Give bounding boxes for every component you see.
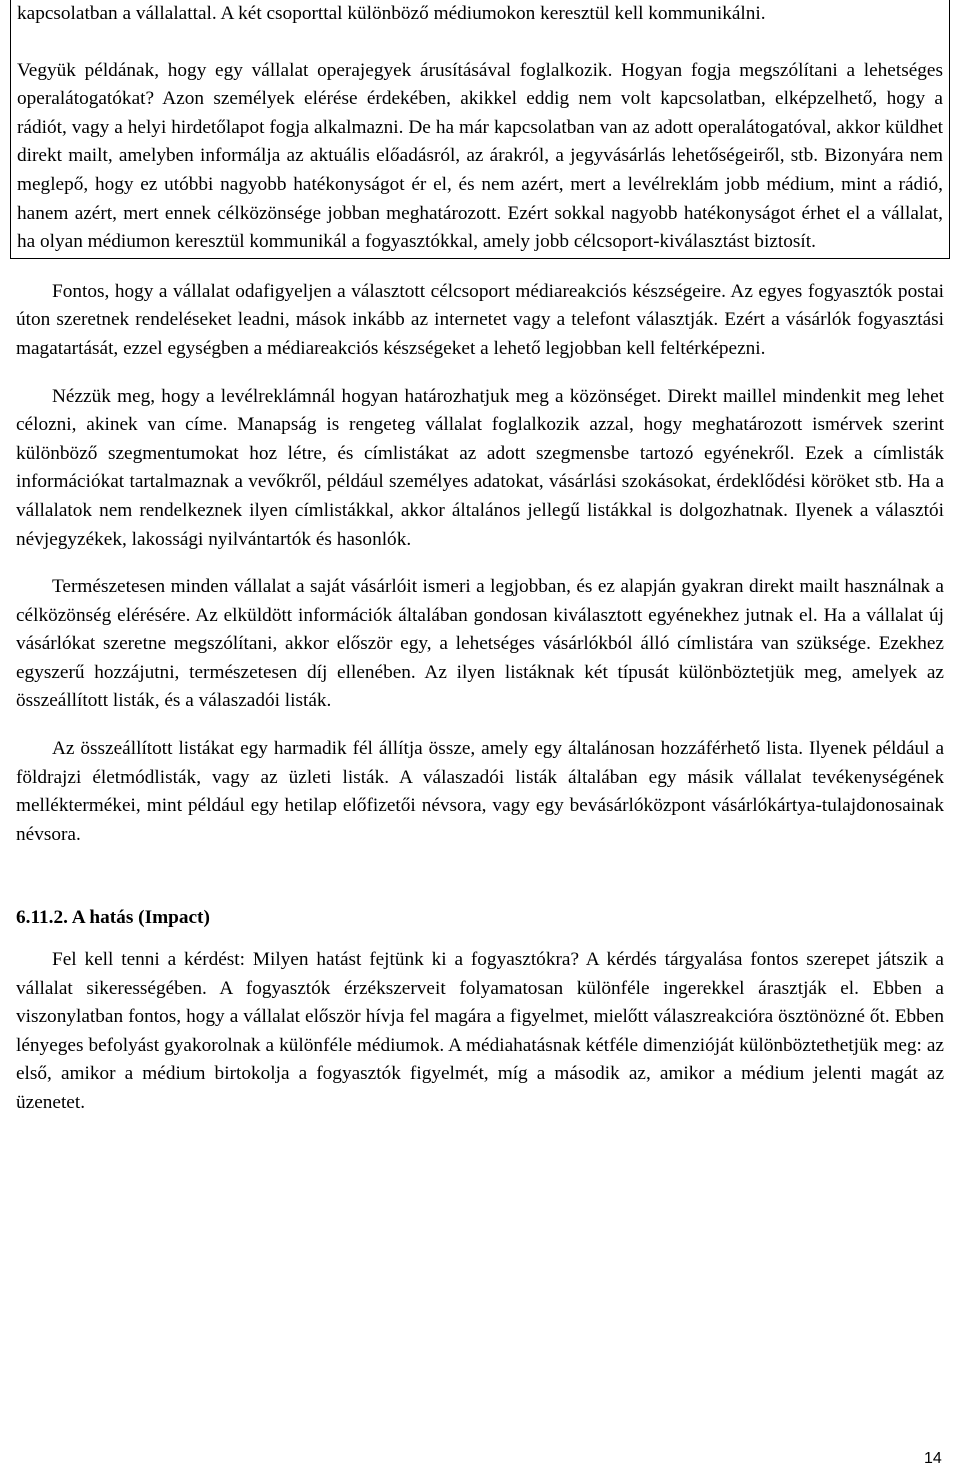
boxed-text-block bbox=[10, 0, 950, 259]
page-number: 14 bbox=[924, 1450, 942, 1467]
boxed-paragraph-continuation: kapcsolatban a vállalattal. A két csoporttal különböző médiumokon keresztül kell kommunikálni. bbox=[17, 3, 766, 24]
paragraph-media-reaction: Fontos, hogy a vállalat odafigyeljen a választott célcsoport médiareakciós készségeire. Az egyes fogyasztók postai úton szeretnek rendeléseket leadni, mások inkább az internetet vagy a telefont választják. Ezért a vásárlók fogyasztási magatartását, ezzel egységben a médiareakciós készségeket a lehető legjobban kell feltérképezni. bbox=[16, 280, 944, 359]
paragraph-own-customers: Természetesen minden vállalat a saját vásárlóit ismeri a legjobban, és ez alapján gyakran direkt mailt használnak a célközönség elérésére. Az elküldött információk általában gondosan kiválasztott egyénekhez jutnak el. Ha a vállalat új vásárlókat szeretne megszólítani, akkor először egy, a lehetséges vásárlókból álló címlistára van szüksége. Ezekhez egyszerű hozzájutni, természetesen díj ellenében. Az ilyen listáknak két típusát különböztetjük meg, amelyek az összeállított listák, és a válaszadói listák. bbox=[16, 576, 944, 712]
boxed-paragraph-example: Vegyük példának, hogy egy vállalat operajegyek árusításával foglalkozik. Hogyan fogja megszólítani a lehetséges operalátogatókat? Azon személyek elérése érdekében, akikkel eddig nem volt kapcsolatban, elképzelhető, hogy a rádiót, vagy a helyi hirdetőlapot fogja alkalmazni. De ha már kapcsolatban van az adott operalátogatóval, akkor küldhet direkt mailt, amelyben informálja az aktuális előadásról, az árakról, a jegyvásárlás lehetőségeiről, stb. Bizonyára nem meglepő, hogy ez utóbbi nagyobb hatékonyságot ér el, és nem azért, mert a levélreklám jobb médium, mint a rádió, hanem azért, mert ennek célközönsége jobban meghatározott. Ezért sokkal nagyobb hatékonyságot érhet el a vállalat, ha olyan médiumon keresztül kommunikál a fogyasztókkal, amely jobb célcsoport-kiválasztást biztosít. bbox=[17, 59, 943, 253]
section-heading: 6.11.2. A hatás (Impact) bbox=[16, 907, 210, 929]
paragraph-audience: Nézzük meg, hogy a levélreklámnál hogyan határozhatjuk meg a közönséget. Direkt maillel mindenkit meg lehet célozni, akinek van címe. Manapság is rengeteg vállalat foglalkozik azzal, hogy meghatározott ismérvek szerint különböző szegmentumokat hoz létre, és címlistákat az adott szegmensbe tartozó egyénekről. Ezek a címlisták információkat tartalmaznak a vevőkről, például személyes adatokat, vásárlási szokásokat, érdeklődési köröket stb. Ha a vállalatok nem rendelkeznek ilyen címlistákkal, akkor általános jellegű listákkal is dolgozhatnak. Ilyenek a választói névjegyzékek, lakossági nyilvántartók és hasonlók. bbox=[16, 385, 944, 550]
paragraph-compiled-lists: Az összeállított listákat egy harmadik fél állítja össze, amely egy általánosan hozzáférhető lista. Ilyenek például a földrajzi életmódlisták, vagy az üzleti listák. A válaszadói listák általában egy másik vállalat tevékenységének melléktermékei, mint például egy hetilap előfizetői névsora, vagy egy bevásárlóközpont vásárlókártya-tulajdonosainak névsora. bbox=[16, 738, 944, 845]
page-content bbox=[16, 0, 944, 1118]
paragraph-impact: Fel kell tenni a kérdést: Milyen hatást fejtünk ki a fogyasztókra? A kérdés tárgyalása fontos szerepet játszik a vállalat sikerességében. A fogyasztók érzékszerveit folyamatosan különféle ingerekkel árasztják el. Ebben a viszonylatban fontos, hogy a vállalat először hívja fel magára a figyelmet, mielőtt válaszreakcióra ösztönözné őt. Ebben lényeges befolyást gyakorolnak a különféle médiumok. A médiahatásnak kétféle dimenzióját különböztethetjük meg: az első, amikor a médium birtokolja a fogyasztók figyelmét, míg a második az, amikor a médium jelenti magát az üzenetet. bbox=[16, 949, 944, 1113]
